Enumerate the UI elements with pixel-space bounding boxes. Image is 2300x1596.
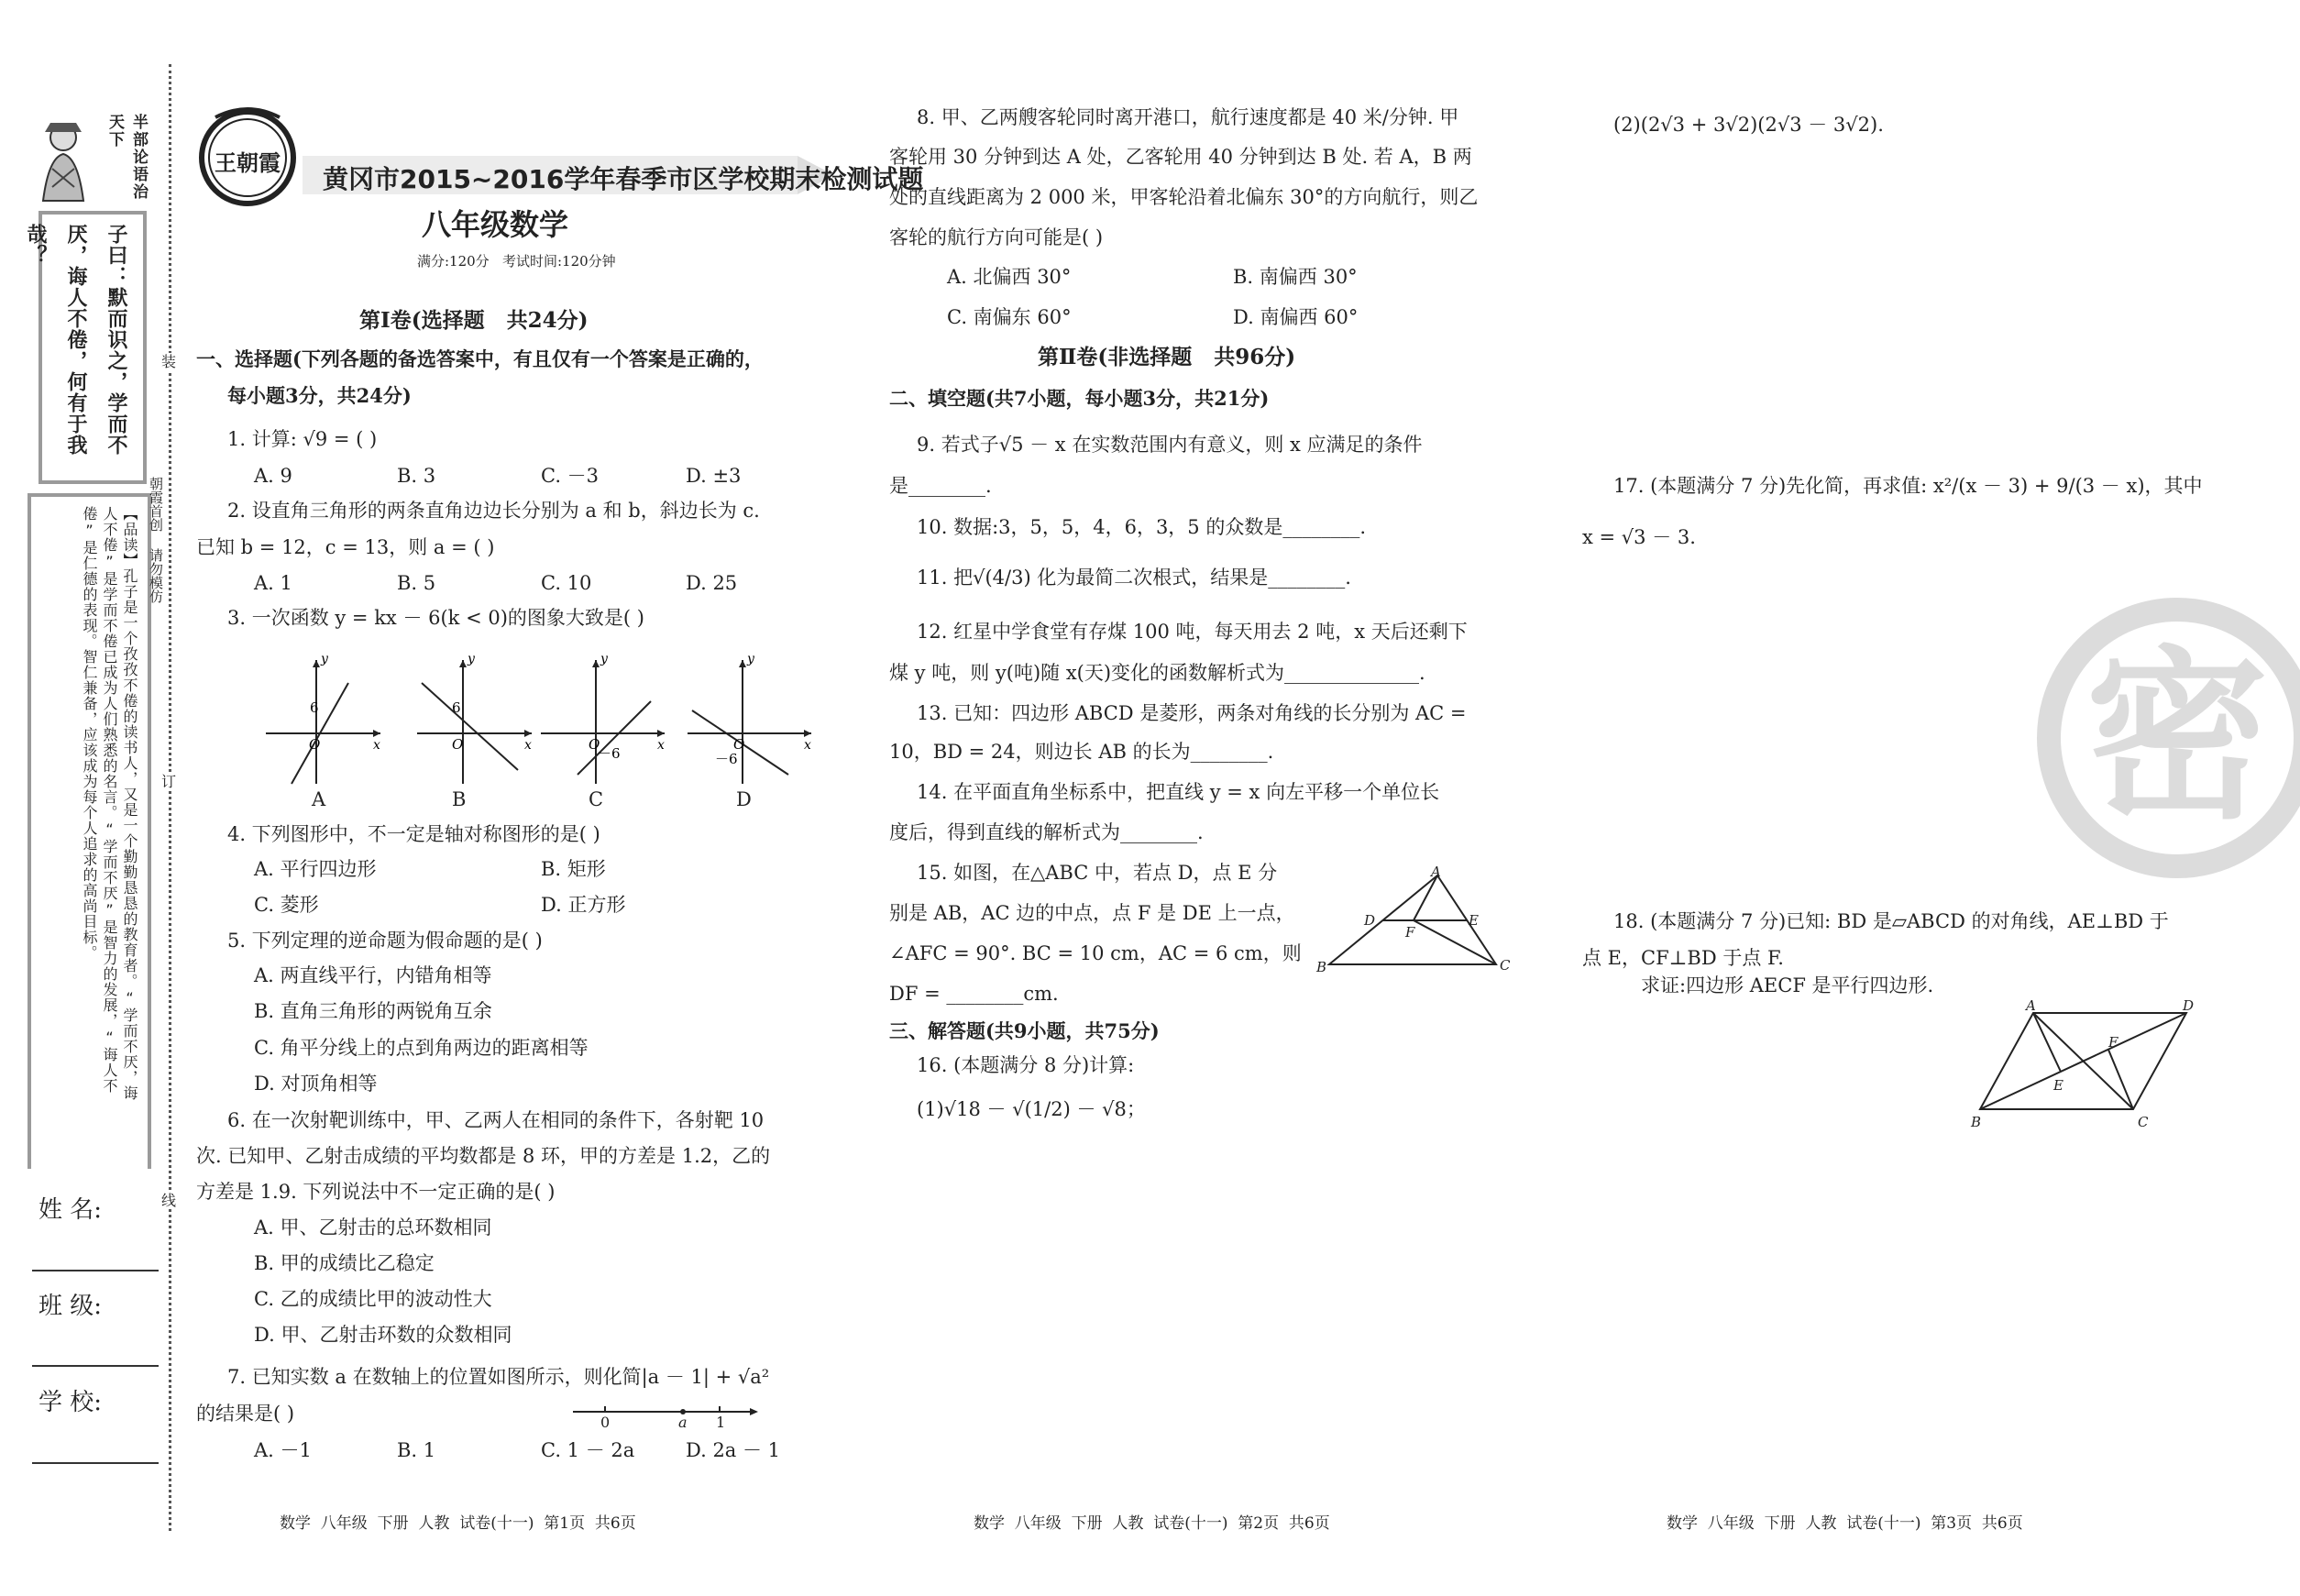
- q8-line4: 客轮的航行方向可能是( ): [889, 226, 1104, 248]
- q14-line2: 度后，得到直线的解析式为________.: [889, 821, 1204, 843]
- q6-opt-c: C. 乙的成绩比甲的波动性大: [254, 1288, 492, 1310]
- q6-opt-d: D. 甲、乙射击环数的众数相同: [254, 1324, 512, 1346]
- q9-line2: 是________.: [889, 475, 992, 497]
- svg-text:O: O: [733, 736, 745, 753]
- school-label: 学 校:: [39, 1389, 103, 1416]
- tri-label-f: F: [1405, 924, 1415, 941]
- q2-line2: 已知 b = 12，c = 13，则 a = ( ): [196, 536, 495, 558]
- svg-text:y: y: [600, 652, 608, 666]
- q6-line3: 方差是 1.9. 下列说法中不一定正确的是( ): [196, 1181, 556, 1203]
- q16: 16. (本题满分 8 分)计算:: [917, 1054, 1135, 1076]
- fill-section-title: 二、填空题(共7小题，每小题3分，共21分): [889, 387, 1270, 410]
- section1-title: 一、选择题(下列各题的备选答案中，有且仅有一个答案是正确的，: [196, 347, 764, 370]
- q7-opt-a: A. －1: [254, 1439, 312, 1461]
- sidebar-seal-text: 半部论语治天下: [105, 114, 148, 201]
- q8-opt-c: C. 南偏东 60°: [947, 306, 1072, 328]
- q7-line1: 7. 已知实数 a 在数轴上的位置如图所示，则化简|a － 1| + √a²: [227, 1366, 770, 1388]
- footer-page-1: 数学 八年级 下册 人教 试卷(十一) 第1页 共6页: [280, 1514, 636, 1533]
- binding-char-1: 装: [161, 353, 177, 370]
- q8-line2: 客轮用 30 分钟到达 A 处，乙客轮用 40 分钟到达 B 处. 若 A，B 两: [889, 146, 1472, 168]
- q18-parallelogram-figure: [1971, 1004, 2200, 1123]
- svg-text:O: O: [452, 736, 464, 753]
- q10: 10. 数据:3，5，5，4，6，3，5 的众数是________.: [917, 516, 1367, 538]
- exam-info: 满分:120分 考试时间:120分钟: [417, 253, 616, 270]
- binding-note: 朝霞首创 请勿模仿: [148, 477, 164, 603]
- q7-opt-b: B. 1: [397, 1439, 436, 1461]
- q3-label-b: B: [452, 788, 467, 810]
- q2-opt-a: A. 1: [254, 572, 292, 594]
- class-label: 班 级:: [39, 1293, 103, 1320]
- svg-text:x: x: [524, 738, 532, 753]
- q4-opt-b: B. 矩形: [541, 858, 606, 880]
- exam-subject: 八年级数学: [422, 207, 569, 242]
- graph-b: [417, 652, 532, 784]
- numberline-a: a: [678, 1414, 688, 1431]
- tri-label-d: D: [1364, 912, 1376, 929]
- svg-text:6: 6: [310, 699, 319, 716]
- scholar-portrait-icon: [32, 114, 94, 205]
- svg-text:y: y: [468, 652, 475, 666]
- q7-opt-c: C. 1 － 2a: [541, 1439, 635, 1461]
- q8-opt-d: D. 南偏西 60°: [1233, 306, 1359, 328]
- part2-heading: 第Ⅱ卷(非选择题 共96分): [1038, 345, 1296, 369]
- q7-numberline: [564, 1398, 765, 1444]
- para-label-f: F: [2108, 1034, 2118, 1051]
- binding-line: [169, 64, 171, 1531]
- q16-part2: (2)(2√3 + 3√2)(2√3 － 3√2).: [1613, 114, 1884, 136]
- q1-opt-c: C. －3: [541, 465, 600, 487]
- q9-line1: 9. 若式子√5 － x 在实数范围内有意义，则 x 应满足的条件: [917, 434, 1423, 456]
- para-label-d: D: [2183, 997, 2195, 1014]
- q6-opt-b: B. 甲的成绩比乙稳定: [254, 1252, 435, 1274]
- q5-opt-d: D. 对顶角相等: [254, 1073, 378, 1095]
- svg-text:O: O: [589, 736, 600, 753]
- svg-text:x: x: [373, 738, 380, 753]
- part1-heading: 第Ⅰ卷(选择题 共24分): [359, 308, 589, 333]
- q15-line2: 别是 AB，AC 边的中点，点 F 是 DE 上一点，: [889, 902, 1295, 924]
- q4: 4. 下列图形中，不一定是轴对称图形的是( ): [227, 823, 600, 845]
- graph-d: [688, 652, 811, 784]
- q8-opt-b: B. 南偏西 30°: [1233, 266, 1358, 288]
- sidebar-reading-box: [28, 493, 151, 1271]
- para-label-e: E: [2053, 1077, 2063, 1094]
- q7-opt-d: D. 2a － 1: [686, 1439, 781, 1461]
- q17-line2: x = √3 － 3.: [1582, 526, 1696, 548]
- q5-opt-b: B. 直角三角形的两锐角互余: [254, 1000, 492, 1022]
- q14-line1: 14. 在平面直角坐标系中，把直线 y = x 向左平移一个单位长: [917, 781, 1440, 803]
- sidebar-quote: 子曰：默而识之，学而不厌，诲人不倦，何有于我哉？: [24, 224, 127, 456]
- sidebar-gray-border: [28, 1059, 156, 1132]
- binding-char-2: 订: [161, 773, 177, 790]
- q1: 1. 计算: √9 = ( ): [227, 428, 378, 450]
- q6-line2: 次. 已知甲、乙射击成绩的平均数都是 8 环，甲的方差是 1.2，乙的: [196, 1145, 771, 1167]
- svg-text:x: x: [804, 738, 811, 753]
- svg-text:－6: －6: [598, 745, 621, 762]
- q2-opt-c: C. 10: [541, 572, 592, 594]
- q2-opt-d: D. 25: [686, 572, 738, 594]
- q8-line1: 8. 甲、乙两艘客轮同时离开港口，航行速度都是 40 米/分钟. 甲: [917, 106, 1459, 128]
- solve-section-title: 三、解答题(共9小题，共75分): [889, 1019, 1160, 1042]
- q11: 11. 把√(4/3) 化为最简二次根式，结果是________.: [917, 567, 1351, 589]
- q3-graphs: [257, 646, 898, 793]
- q2-line1: 2. 设直角三角形的两条直角边边长分别为 a 和 b，斜边长为 c.: [227, 500, 760, 522]
- q1-opt-b: B. 3: [397, 465, 436, 487]
- q18-line3: 求证:四边形 AECF 是平行四边形.: [1641, 974, 1934, 996]
- svg-text:6: 6: [452, 699, 461, 716]
- q3-label-a: A: [312, 788, 326, 810]
- q12-line2: 煤 y 吨，则 y(吨)随 x(天)变化的函数解析式为______________.: [889, 662, 1425, 684]
- q5-opt-c: C. 角平分线上的点到角两边的距离相等: [254, 1037, 589, 1059]
- sidebar-reading: 【品读】孔子是一个孜孜不倦的读书人，又是一个勤勤恳恳的教育者。“学而不厌，诲人不倦”是学而不倦已成为人们熟悉的名言。“学而不厌”是智力的发展，“诲人不倦”是仁德的表现。智仁兼备，应该成为每个人追求的高尚目标。: [81, 506, 138, 1101]
- footer-page-2: 数学 八年级 下册 人教 试卷(十一) 第2页 共6页: [974, 1514, 1330, 1533]
- q18-line2: 点 E，CF⊥BD 于点 F.: [1582, 947, 1784, 969]
- student-fields: [28, 1169, 165, 1471]
- q13-line2: 10，BD = 24，则边长 AB 的长为________.: [889, 741, 1274, 763]
- q17-line1: 17. (本题满分 7 分)先化简，再求值: x²/(x － 3) + 9/(3 － x)，其中: [1613, 475, 2203, 497]
- q4-opt-a: A. 平行四边形: [254, 858, 377, 880]
- class-field[interactable]: [32, 1363, 159, 1367]
- q12-line1: 12. 红星中学食堂有存煤 100 吨，每天用去 2 吨，x 天后还剩下: [917, 621, 1468, 643]
- tri-label-e: E: [1469, 912, 1479, 929]
- para-label-b: B: [1971, 1114, 1982, 1130]
- q15-line1: 15. 如图，在△ABC 中，若点 D，点 E 分: [917, 862, 1278, 884]
- numberline-0: 0: [600, 1414, 611, 1431]
- q2-opt-b: B. 5: [397, 572, 436, 594]
- footer-page-3: 数学 八年级 下册 人教 试卷(十一) 第3页 共6页: [1667, 1514, 2023, 1533]
- q3-label-c: C: [589, 788, 604, 810]
- tri-label-c: C: [1500, 957, 1511, 974]
- sidebar: [24, 108, 151, 1101]
- tri-label-b: B: [1316, 959, 1327, 975]
- exam-title: 黄冈市2015~2016学年春季市区学校期末检测试题: [323, 164, 924, 194]
- svg-text:x: x: [657, 738, 665, 753]
- q3-label-d: D: [736, 788, 752, 810]
- q1-opt-a: A. 9: [254, 465, 292, 487]
- para-label-a: A: [2026, 997, 2036, 1014]
- numberline-1: 1: [716, 1414, 726, 1431]
- q8-line3: 处的直线距离为 2 000 米，甲客轮沿着北偏东 30°的方向航行，则乙: [889, 186, 1479, 208]
- school-field[interactable]: [32, 1460, 159, 1464]
- sidebar-quote-box: [24, 211, 147, 484]
- name-label: 姓 名:: [39, 1196, 103, 1224]
- q15-line4: DF = ________cm.: [889, 983, 1059, 1005]
- tri-label-a: A: [1431, 864, 1441, 880]
- binding-char-3: 线: [161, 1192, 177, 1209]
- q16-part1: (1)√18 － √(1/2) － √8；: [917, 1098, 1146, 1120]
- q6-opt-a: A. 甲、乙射击的总环数相同: [254, 1216, 492, 1238]
- watermark-char: 密: [2085, 631, 2270, 844]
- svg-text:O: O: [309, 736, 321, 753]
- q1-opt-d: D. ±3: [686, 465, 742, 487]
- q7-line2: 的结果是( ): [196, 1403, 295, 1425]
- name-field[interactable]: [32, 1268, 159, 1271]
- svg-text:y: y: [747, 652, 754, 666]
- svg-text:y: y: [321, 652, 328, 666]
- para-label-c: C: [2138, 1114, 2149, 1130]
- q15-line3: ∠AFC = 90°. BC = 10 cm，AC = 6 cm，则: [889, 942, 1302, 964]
- q3: 3. 一次函数 y = kx － 6(k < 0)的图象大致是( ): [227, 607, 644, 629]
- logo-text: 王朝霞: [215, 149, 281, 176]
- q8-opt-a: A. 北偏西 30°: [947, 266, 1072, 288]
- graph-c: [541, 652, 665, 784]
- secret-watermark: [2030, 596, 2300, 880]
- q5-opt-a: A. 两直线平行，内错角相等: [254, 964, 492, 986]
- q4-opt-c: C. 菱形: [254, 894, 319, 916]
- q6-line1: 6. 在一次射靶训练中，甲、乙两人在相同的条件下，各射靶 10: [227, 1109, 765, 1131]
- graph-a: [266, 652, 380, 784]
- logo-emblem: [193, 101, 303, 211]
- q18-line1: 18. (本题满分 7 分)已知: BD 是▱ABCD 的对角线，AE⊥BD 于: [1613, 910, 2169, 932]
- q5: 5. 下列定理的逆命题为假命题的是( ): [227, 930, 543, 952]
- q4-opt-d: D. 正方形: [541, 894, 626, 916]
- section1-title-2: 每小题3分，共24分): [227, 384, 412, 407]
- sidebar-portrait: [32, 114, 94, 205]
- svg-text:－6: －6: [715, 751, 738, 767]
- q13-line1: 13. 已知：四边形 ABCD 是菱形，两条对角线的长分别为 AC =: [917, 702, 1467, 724]
